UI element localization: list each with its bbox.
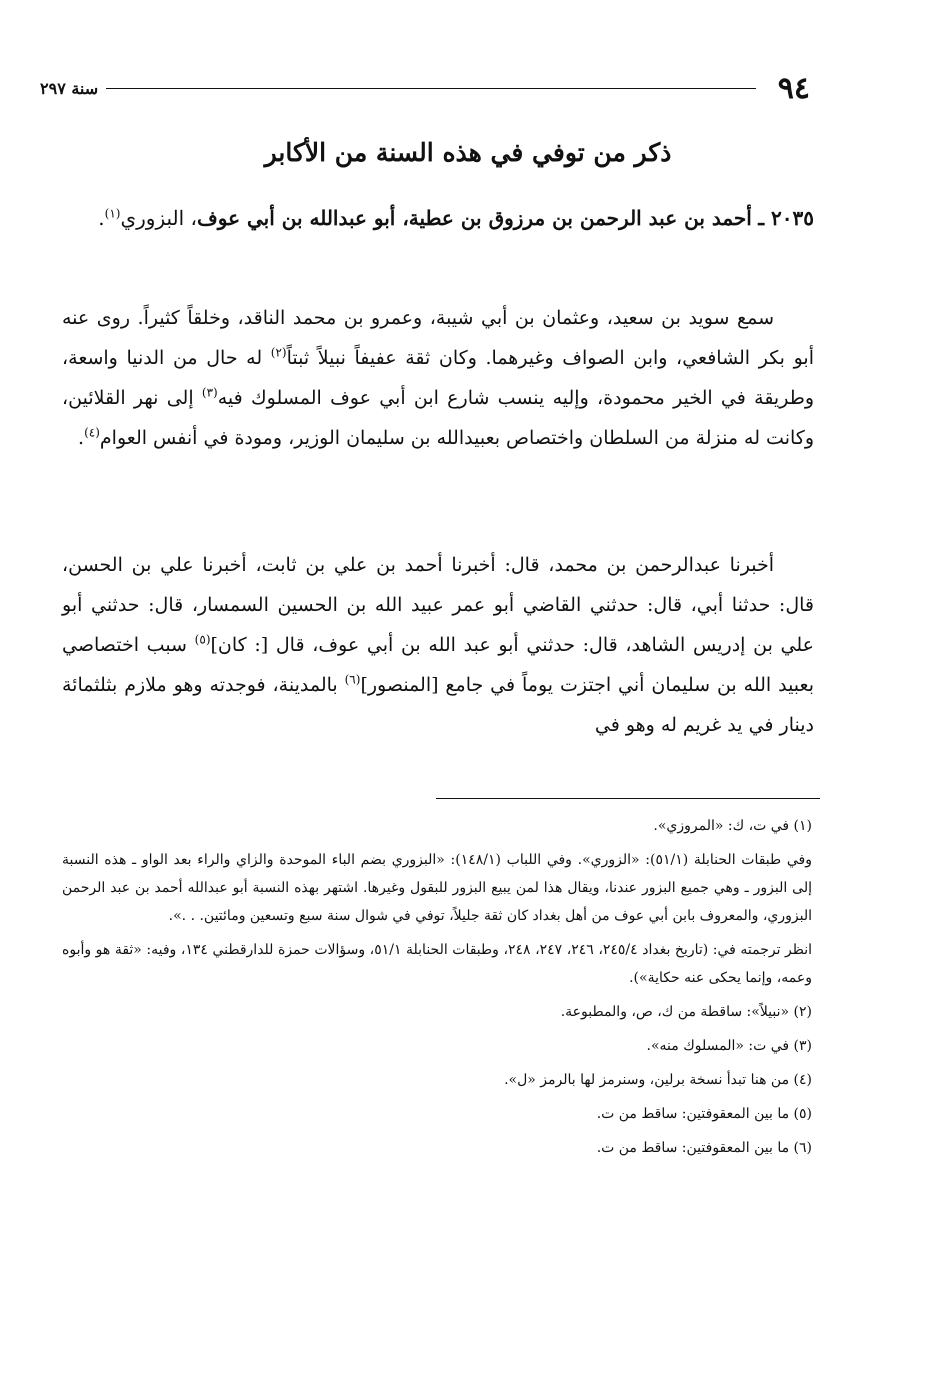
- bio-text-1: سمع سويد بن سعيد، وعثمان بن أبي شيبة، وعمرو بن محمد الناقد، وخلقاً كثيراً. روى عنه أبو بكر الشافعي، وابن الصواف وغيرهما. وكان ثقة عفيفاً نبيلاً ثبتاً: [62, 307, 814, 369]
- entry-nisba: البزوري: [120, 206, 185, 230]
- bio-text-3: إلى نهر القلائين، وكانت له منزلة من السلطان واختصاص بعبيدالله بن سليمان الوزير، ومودة في أنفس العوام: [62, 387, 814, 449]
- section-title: ذكر من توفي في هذه السنة من الأكابر: [264, 138, 672, 167]
- footnote-rule: [436, 798, 820, 799]
- footnote-ref-6: (٦): [344, 672, 361, 687]
- entry-name: أحمد بن عبد الرحمن بن مرزوق بن عطية، أبو عبدالله بن أبي عوف: [197, 206, 752, 230]
- isnad-text-2: سبب اختصاصي بعبيد الله بن سليمان أني اجتزت يوماً في جامع [المنصور]: [62, 634, 814, 696]
- footnote-ref-1: (١): [104, 206, 121, 221]
- footnote: (٤) من هنا تبدأ نسخة برلين، وسنرمز لها بالرمز «ل».: [504, 1072, 812, 1088]
- footnote-ref-4: (٤): [84, 425, 100, 440]
- footnote-ref-2: (٢): [270, 345, 287, 360]
- footnote: (١) في ت، ك: «المروزي».: [653, 818, 812, 834]
- isnad-text-1: أخبرنا عبدالرحمن بن محمد، قال: أخبرنا أحمد بن علي بن ثابت، أخبرنا علي بن الحسن، قال: حدثنا أبي، قال: حدثني القاضي أبو عمر عبيد الله بن الحسين السمسار، قال: حدثني أبو علي بن إدريس الشاهد، قال: حدثني أبو عبد الله بن أبي عوف، قال [: كان]: [62, 554, 815, 656]
- entry-number: ٢٠٣٥ ـ: [758, 206, 814, 230]
- isnad-text-3: بالمدينة، فوجدته وهو ملازم بثلثمائة دينار في يد غريم له وهو في: [62, 674, 814, 736]
- footnote: انظر ترجمته في: (تاريخ بغداد ٢٤٥/٤، ٢٤٦، ٢٤٧، ٢٤٨، وطبقات الحنابلة ٥١/١، وسؤالات حمزة للدارقطني ١٣٤، وفيه: «ثقة هو وأبوه وعمه، وإنما يحكى عنه حكاية»).: [62, 942, 813, 986]
- page-number: ٩٤: [777, 70, 810, 106]
- bio-text-2: له حال من الدنيا واسعة، وطريقة في الخير محمودة، وإليه ينسب شارع ابن أبي عوف المسلوك فيه: [62, 347, 814, 409]
- footnote: وفي طبقات الحنابلة (٥١/١): «الزوري». وفي اللباب (١٤٨/١): «البزوري بضم الباء الموحدة والزاي والراء بعد الواو ـ هذه النسبة إلى البزور ـ وهي جميع البزور عندنا، ويقال هذا لمن يبيع البزور للبقول وغيرها. اشتهر بهذه النسبة أبو عبدالله أحمد بن عبد الرحمن البزوري، والمعروف بابن أبي عوف من أهل بغداد كان ثقة جليلاً، توفي في شوال سنة سبع وتسعين ومائتين. . .».: [62, 852, 812, 924]
- entry-name-comma: ،: [190, 206, 197, 230]
- footnote: (٥) ما بين المعقوفتين: ساقط من ت.: [596, 1106, 812, 1122]
- footnotes: [62, 812, 812, 1168]
- footnote: (٦) ما بين المعقوفتين: ساقط من ت.: [596, 1140, 812, 1156]
- year-label: سنة ٢٩٧: [40, 78, 99, 98]
- footnote: (٢) «نبيلاً»: ساقطة من ك، ص، والمطبوعة.: [560, 1004, 812, 1020]
- biography-paragraph: سمع سويد بن سعيد، وعثمان بن أبي شيبة، وعمرو بن محمد الناقد، وخلقاً كثيراً. روى عنه أبو بكر الشافعي، وابن الصواف وغيرهما. وكان ثقة عفيفاً نبيلاً ثبتاً$^{(٢)}$ له حال من الدنيا واسعة، وطريقة في الخير محمودة، وإليه ينسب شارع ابن أبي عوف المسلوك فيه$^{(٣)}$ إلى نهر القلائين، وكانت له منزلة من السلطان واختصاص بعبيدالله بن سليمان الوزير، ومودة في أنفس العوام$^{(٤)}$.: [62, 307, 814, 449]
- entry-heading: ٢٠٣٥ ـ أحمد بن عبد الرحمن بن مرزوق بن عطية، أبو عبدالله بن أبي عوف، البزوري$^{(١)}$.: [98, 206, 814, 230]
- footnote-ref-3: (٣): [201, 385, 218, 400]
- header-rule: [106, 88, 756, 89]
- isnad-paragraph: [62, 545, 814, 745]
- footnote: (٣) في ت: «المسلوك منه».: [646, 1038, 812, 1054]
- footnote-ref-5: (٥): [194, 632, 211, 647]
- running-head: [40, 68, 810, 108]
